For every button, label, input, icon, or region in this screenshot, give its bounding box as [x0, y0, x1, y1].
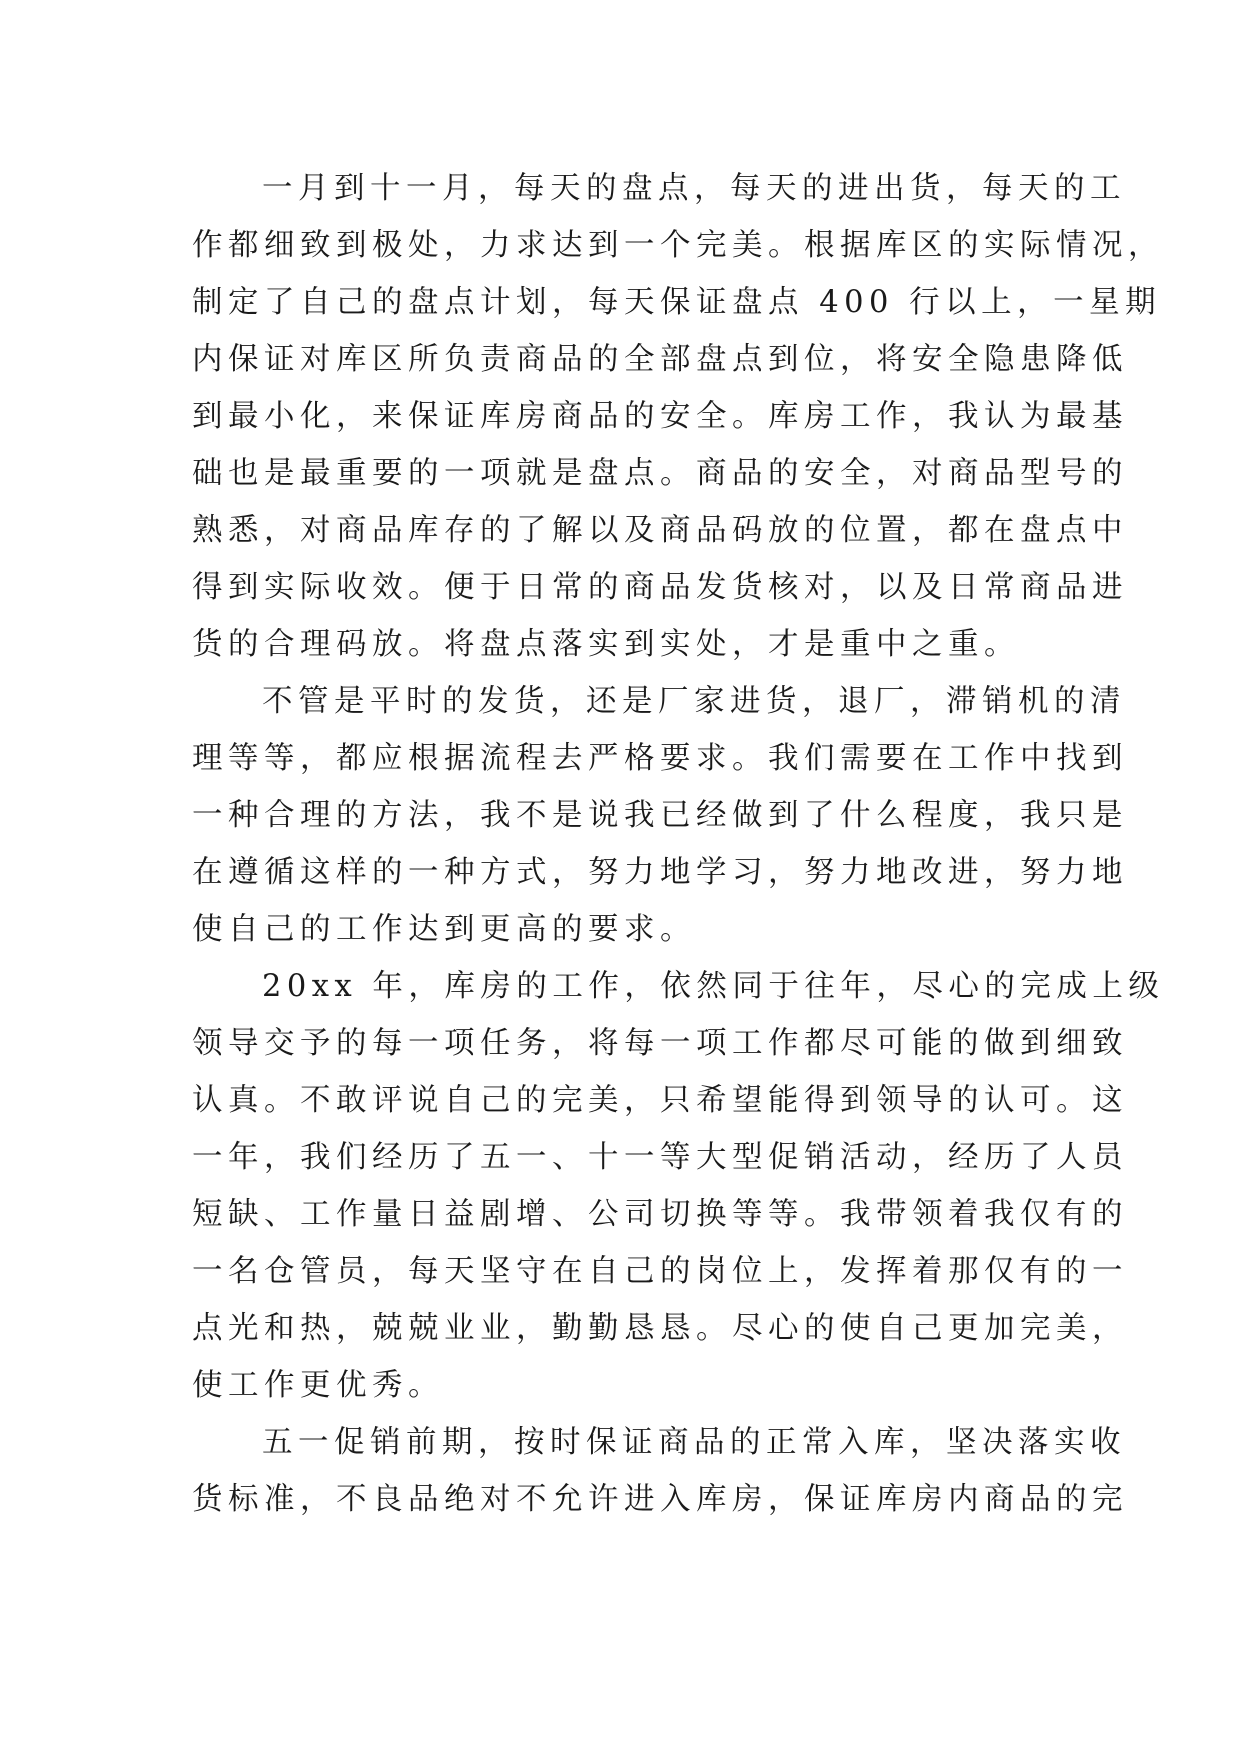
text-line: 使自己的工作达到更高的要求。 [192, 912, 696, 947]
text-line: 五一促销前期，按时保证商品的正常入库，坚决落实收 [262, 1425, 1126, 1460]
text-line: 在遵循这样的一种方式，努力地学习，努力地改进，努力地 [192, 855, 1128, 890]
text-line: 础也是最重要的一项就是盘点。商品的安全，对商品型号的 [192, 456, 1128, 491]
text-line: 不管是平时的发货，还是厂家进货，退厂，滞销机的清 [262, 684, 1126, 719]
text-line: 认真。不敢评说自己的完美，只希望能得到领导的认可。这 [192, 1083, 1128, 1118]
text-line: 到最小化，来保证库房商品的安全。库房工作，我认为最基 [192, 399, 1128, 434]
text-line: 熟悉，对商品库存的了解以及商品码放的位置，都在盘点中 [192, 513, 1128, 548]
paragraph [192, 1414, 1128, 1528]
text-line: 20xx 年，库房的工作，依然同于往年，尽心的完成上级 [262, 969, 1165, 1004]
document-body [192, 160, 1165, 1528]
text-line: 一名仓管员，每天坚守在自己的岗位上，发挥着那仅有的一 [192, 1254, 1128, 1289]
text-line: 作都细致到极处，力求达到一个完美。根据库区的实际情况， [192, 228, 1164, 263]
text-line: 制定了自己的盘点计划，每天保证盘点 400 行以上，一星期 [192, 285, 1162, 320]
text-line: 得到实际收效。便于日常的商品发货核对，以及日常商品进 [192, 570, 1128, 605]
text-line: 领导交予的每一项任务，将每一项工作都尽可能的做到细致 [192, 1026, 1128, 1061]
text-line: 一年，我们经历了五一、十一等大型促销活动，经历了人员 [192, 1140, 1128, 1175]
text-line: 货标准，不良品绝对不允许进入库房，保证库房内商品的完 [192, 1482, 1128, 1517]
text-line: 短缺、工作量日益剧增、公司切换等等。我带领着我仅有的 [192, 1197, 1128, 1232]
text-line: 内保证对库区所负责商品的全部盘点到位，将安全隐患降低 [192, 342, 1128, 377]
text-line: 点光和热，兢兢业业，勤勤恳恳。尽心的使自己更加完美， [192, 1311, 1128, 1346]
paragraph [192, 160, 1164, 673]
text-line: 一种合理的方法，我不是说我已经做到了什么程度，我只是 [192, 798, 1128, 833]
text-line: 货的合理码放。将盘点落实到实处，才是重中之重。 [192, 627, 1020, 662]
text-line: 理等等，都应根据流程去严格要求。我们需要在工作中找到 [192, 741, 1128, 776]
text-line: 一月到十一月，每天的盘点，每天的进出货，每天的工 [262, 171, 1126, 206]
text-line: 使工作更优秀。 [192, 1368, 444, 1403]
paragraph [192, 673, 1128, 958]
paragraph [192, 958, 1165, 1414]
